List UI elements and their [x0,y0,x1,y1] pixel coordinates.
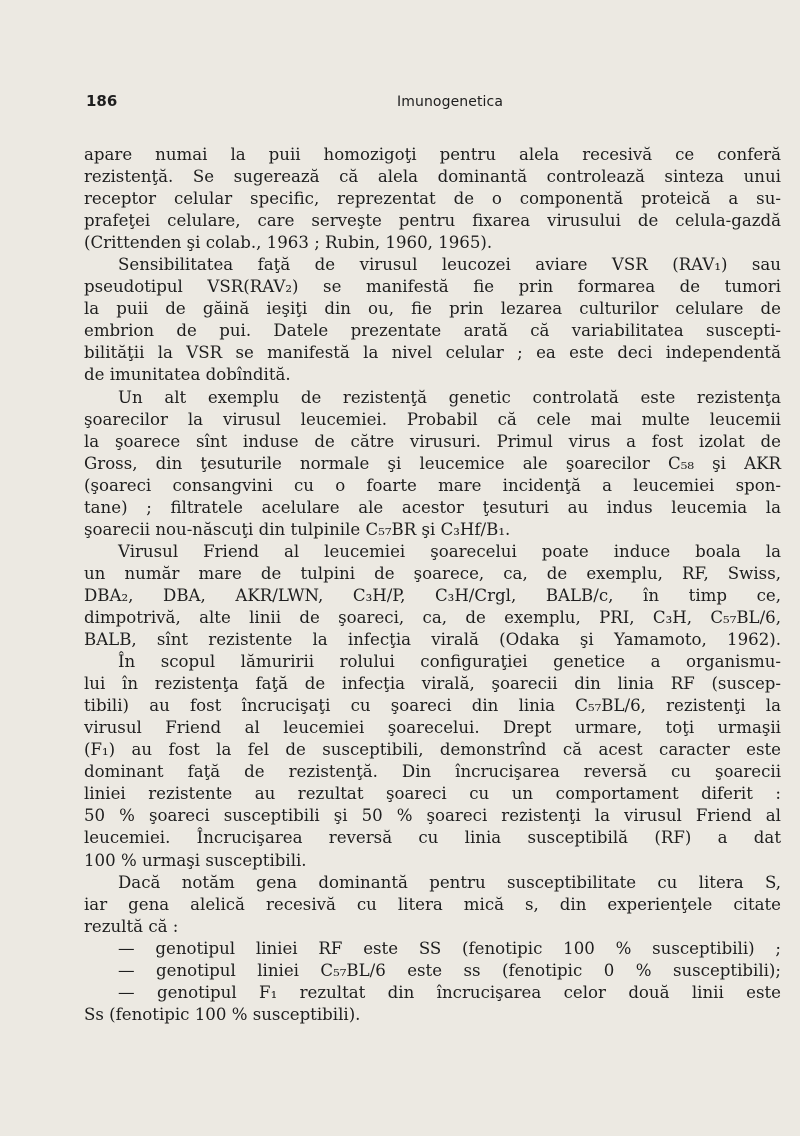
text-line: bilităţii la VSR se manifestă la nivel celular ; ea este deci independentă [84,343,781,363]
text-line: la şoarece sînt induse de către virusuri. Primul virus a fost izolat de [84,431,781,451]
text-line: Sensibilitatea faţă de virusul leucozei aviare VSR (RAV₁) sau [118,255,781,275]
text-line: Un alt exemplu de rezistenţă genetic controlată este rezistenţa [118,387,781,407]
text-line: În scopul lămuririi rolului configuraţiei genetice a organismu- [118,652,781,672]
text-line: dimpotrivă, alte linii de şoareci, ca, de exemplu, PRI, C₃H, C₅₇BL/6, [84,607,781,627]
text-line: şoarecilor la virusul leucemiei. Probabil că cele mai multe leucemii [84,409,781,429]
text-line: Gross, din ţesuturile normale şi leucemice ale şoarecilor C₅₈ şi AKR [84,453,781,473]
text-line: şoarecii nou-născuţi din tulpinile C₅₇BR şi C₃Hf/B₁. [84,519,511,539]
text-line: (şoareci consangvini cu o foarte mare incidenţă a leucemiei spon- [84,475,781,495]
text-line: Dacă notăm gena dominantă pentru susceptibilitate cu litera S, [118,872,781,892]
text-line: liniei rezistente au rezultat şoareci cu un comportament diferit : [84,784,781,804]
text-line: pseudotipul VSR(RAV₂) se manifestă fie prin formarea de tumori [84,277,781,297]
text-line: rezistenţă. Se sugerează că alela dominantă controlează sinteza unui [84,167,781,187]
text-line: — genotipul F₁ rezultat din încrucişarea celor două linii este [118,982,781,1002]
body-text [84,144,781,1026]
text-line: un număr mare de tulpini de şoarece, ca, de exemplu, RF, Swiss, [84,563,781,583]
text-line: BALB, sînt rezistente la infecţia virală (Odaka şi Yamamoto, 1962). [84,630,781,650]
text-line: — genotipul liniei C₅₇BL/6 este ss (fenotipic 0 % susceptibili); [118,960,781,980]
text-line: (F₁) au fost la fel de susceptibili, demonstrînd că acest caracter este [84,740,781,760]
text-line: (Crittenden şi colab., 1963 ; Rubin, 1960, 1965). [84,233,493,253]
text-line: 50 % şoareci susceptibili şi 50 % şoareci rezistenţi la virusul Friend al [84,806,781,826]
text-line: virusul Friend al leucemiei şoarecelui. Drept urmare, toţi urmaşii [84,718,781,738]
running-head [0,92,800,116]
text-line: rezultă că : [84,916,179,936]
text-line: de imunitatea dobîndită. [84,365,291,385]
text-line: 100 % urmaşi susceptibili. [84,850,307,870]
text-line: leucemiei. Încrucişarea reversă cu linia susceptibilă (RF) a dat [84,828,781,848]
text-line: tane) ; filtratele acelulare ale acestor ţesuturi au indus leucemia la [84,497,781,517]
text-line: — genotipul liniei RF este SS (fenotipic 100 % susceptibili) ; [118,938,781,958]
text-line: apare numai la puii homozigoţi pentru alela recesivă ce conferă [84,145,781,164]
text-line: tibili) au fost încrucişaţi cu şoareci din linia C₅₇BL/6, rezistenţi la [84,696,781,716]
text-line: dominant faţă de rezistenţă. Din încrucişarea reversă cu şoarecii [84,762,781,782]
text-line: iar gena alelică recesivă cu litera mică s, din experienţele citate [84,894,781,914]
text-line: Ss (fenotipic 100 % susceptibili). [84,1004,361,1024]
page-number: 186 [86,92,118,110]
text-line: embrion de pui. Datele prezentate arată că variabilitatea suscepti- [84,321,781,341]
text-line: DBA₂, DBA, AKR/LWN, C₃H/P, C₃H/Crgl, BALB/c, în timp ce, [84,585,781,605]
text-line: la puii de găină ieşiţi din ou, fie prin lezarea culturilor celulare de [84,299,781,319]
text-line: prafeţei celulare, care serveşte pentru fixarea virusului de celula-gazdă [84,211,781,231]
text-line: receptor celular specific, reprezentat de o componentă proteică a su- [84,189,781,209]
text-line: Virusul Friend al leucemiei şoarecelui poate induce boala la [118,541,781,561]
text-line: lui în rezistenţa faţă de infecţia virală, şoarecii din linia RF (suscep- [84,674,781,694]
running-title: Imunogenetica [397,94,504,110]
